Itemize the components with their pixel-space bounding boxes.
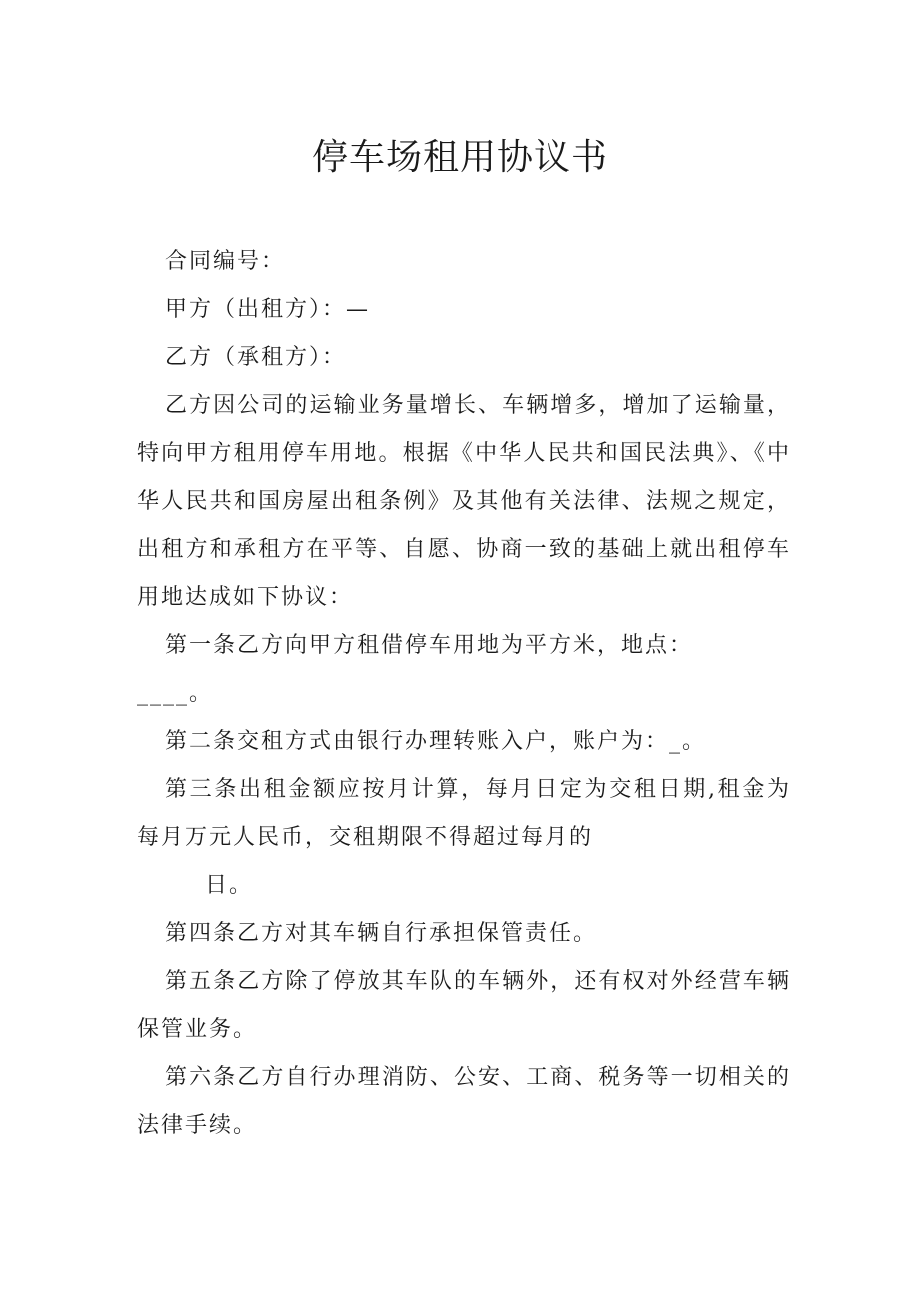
article-3-day-line: 日。 (205, 873, 254, 898)
contract-number-line: 合同编号： (165, 249, 286, 274)
party-a-line: 甲方（出租方）：— (165, 297, 371, 322)
document-body (137, 238, 791, 1150)
article-2: 第二条交租方式由银行办理转账入户，账户为：_。 (165, 729, 707, 754)
article-5: 第五条乙方除了停放其车队的车辆外，还有权对外经营车辆保管业务。 (137, 969, 791, 1042)
article-1: 第一条乙方向甲方租借停车用地为平方米，地点： (165, 633, 694, 658)
article-4: 第四条乙方对其车辆自行承担保管责任。 (165, 921, 598, 946)
article-6: 第六条乙方自行办理消防、公安、工商、税务等一切相关的法律手续。 (137, 1065, 791, 1138)
preamble-paragraph: 乙方因公司的运输业务量增长、车辆增多，增加了运输量，特向甲方租用停车用地。根据《中华人民共和国民法典》、《中华人民共和国房屋出租条例》及其他有关法律、法规之规定，出租方和承租方在平等、自愿、协商一致的基础上就出租停车用地达成如下协议： (137, 393, 791, 610)
article-3: 第三条出租金额应按月计算，每月日定为交租日期,租金为每月万元人民币，交租期限不得超过每月的 (137, 777, 791, 850)
party-b-line: 乙方（承租方）： (165, 345, 347, 370)
article-1-location-blank: ____。 (137, 681, 214, 706)
document-title: 停车场租用协议书 (311, 137, 608, 178)
